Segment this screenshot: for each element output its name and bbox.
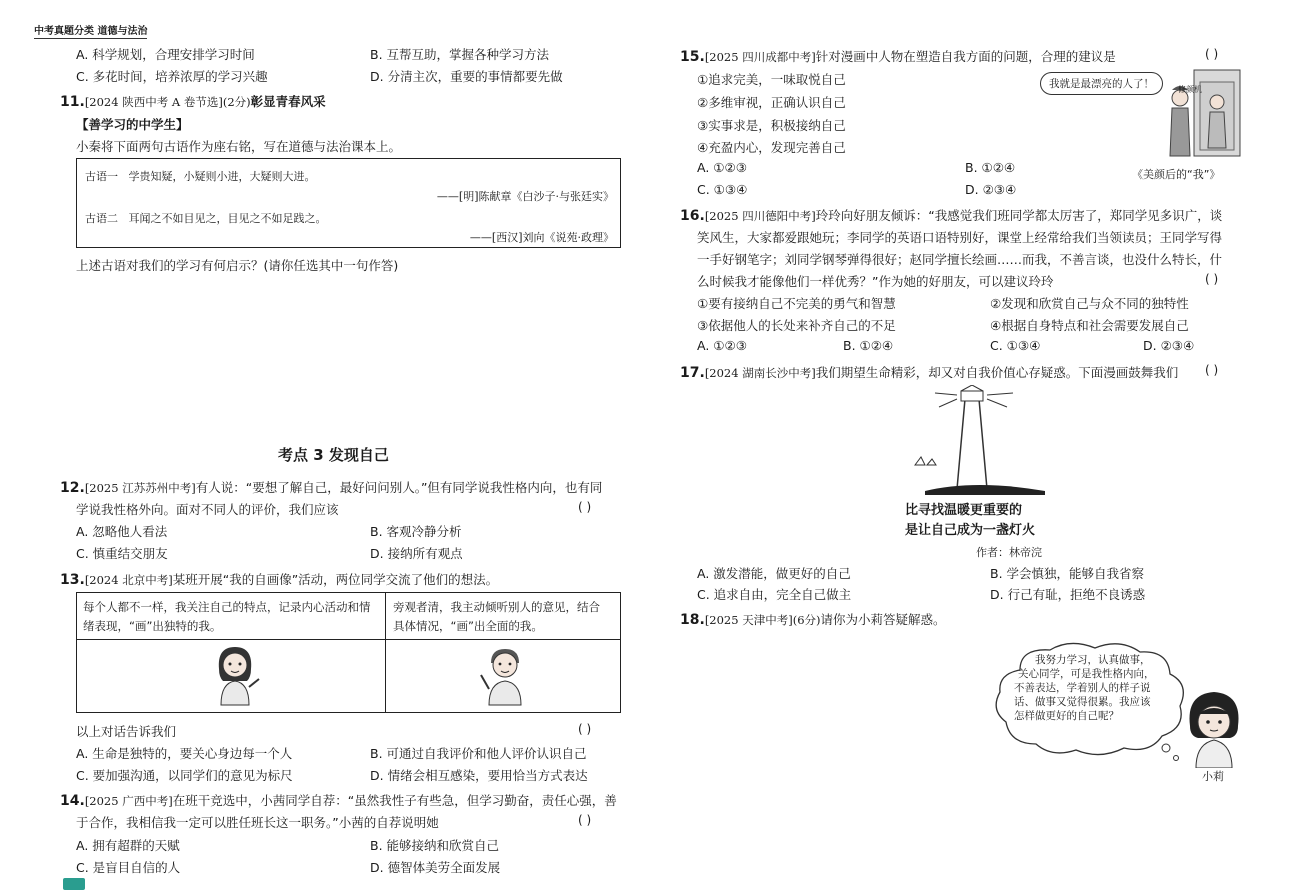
- q15-item-1: ①追求完美，一味取悦自己: [697, 72, 846, 87]
- q15-answer-paren[interactable]: ( ): [1205, 47, 1219, 61]
- lighthouse-cartoon: [895, 385, 1055, 497]
- q16-answer-paren[interactable]: ( ): [1205, 272, 1219, 286]
- q14-option-c[interactable]: C. 是盲目自信的人: [76, 860, 181, 875]
- q15-option-b[interactable]: B. ①②④: [965, 160, 1016, 175]
- cartoon-text-line1: 比寻找温暖更重要的: [905, 503, 1023, 518]
- q16-option-a[interactable]: A. ①②③: [697, 338, 747, 353]
- q15-caption: 《美颜后的“我”》: [1132, 168, 1221, 181]
- q11-source: [2024 陕西中考 A 卷节选]: [84, 95, 223, 109]
- boy-figure: [477, 645, 533, 707]
- q17-source: [2024 湖南长沙中考]: [704, 366, 816, 380]
- q15-item-4: ④充盈内心，发现完善自己: [697, 140, 846, 155]
- q11-points: (2分): [222, 95, 251, 109]
- q13-line1: [60, 570, 498, 588]
- q13-option-d[interactable]: D. 情绪会相互感染，要用恰当方式表达: [370, 768, 588, 783]
- q15-option-c[interactable]: C. ①③④: [697, 182, 748, 197]
- cloud-line2: 关心同学，可是我性格内向，: [1018, 668, 1155, 680]
- q14-answer-paren[interactable]: ( ): [578, 813, 592, 827]
- cloud-line1: 我努力学习，认真做事，: [1035, 654, 1151, 666]
- q13-option-a[interactable]: A. 生命是独特的，要关心身边每一个人: [76, 746, 293, 761]
- q16-stem1: 玲玲向好朋友倾诉：“我感觉我们班同学都太厉害了，郑同学见多识广，谈: [815, 208, 1223, 223]
- q15-option-d[interactable]: D. ②③④: [965, 182, 1017, 197]
- q15-item-2: ②多维审视，正确认识自己: [697, 95, 846, 110]
- q15-number: 15.: [680, 49, 705, 65]
- q17-number: 17.: [680, 365, 705, 381]
- q14-number: 14.: [60, 793, 85, 809]
- cloud-line3: 不善表达，学着别人的样子说: [1014, 682, 1151, 694]
- q16-item-3: ③依据他人的长处来补齐自己的不足: [697, 318, 896, 333]
- q17-option-a[interactable]: A. 激发潜能，做更好的自己: [697, 566, 851, 581]
- q13-stem: 某班开展“我的自画像”活动，两位同学交流了他们的想法。: [172, 572, 499, 587]
- q18-number: 18.: [680, 612, 705, 628]
- quote1-source: ——[明]陈献章《白沙子·与张廷实》: [436, 190, 614, 203]
- quote2: [85, 210, 327, 226]
- q17-stem: 我们期望生命精彩，却又对自我价值心存疑惑。下面漫画鼓舞我们: [815, 365, 1179, 380]
- prev-option-c: C. 多花时间，培养浓厚的学习兴趣: [76, 69, 268, 84]
- q11-title: 彰显青春风采: [250, 94, 326, 109]
- q17-option-c[interactable]: C. 追求自由，完全自己做主: [697, 587, 852, 602]
- q15-speech-bubble: 我就是最漂亮的人了！: [1040, 72, 1163, 95]
- q17-answer-paren[interactable]: ( ): [1205, 363, 1219, 377]
- q13-question: 以上对话告诉我们: [76, 724, 177, 739]
- q13-source: [2024 北京中考]: [84, 573, 173, 587]
- q15-line1: [680, 47, 1116, 65]
- q14-option-a[interactable]: A. 拥有超群的天赋: [76, 838, 180, 853]
- q12-answer-paren[interactable]: ( ): [578, 500, 592, 514]
- mirror-cartoon: [1160, 68, 1246, 158]
- q14-option-d[interactable]: D. 德智体美劳全面发展: [370, 860, 501, 875]
- q12-line1: [60, 478, 602, 496]
- q14-stem1: 在班干竞选中，小茜同学自荐：“虽然我性子有些急，但学习勤奋，责任心强，善: [172, 793, 617, 808]
- q16-number: 16.: [680, 208, 705, 224]
- cloud-line4: 话、做事又觉得很累。我应该: [1014, 696, 1151, 708]
- page-tab-marker: [63, 878, 85, 890]
- q13-option-c[interactable]: C. 要加强沟通，以同学们的意见为标尺: [76, 768, 293, 783]
- q12-option-a[interactable]: A. 忽略他人看法: [76, 524, 168, 539]
- q16-line2: 笑风生，大家都爱跟她玩；李同学的英语口语特别好，课堂上经常给我们当领读员；王同学写得: [697, 230, 1223, 245]
- quote1-text: 学贵知疑，小疑则小进，大疑则大进。: [128, 170, 316, 183]
- q16-line4: 么时候我才能像他们一样优秀？”作为她的好朋友，可以建议玲玲: [697, 274, 1054, 289]
- cloud-line5: 怎样做更好的自己呢？: [1014, 710, 1119, 722]
- q13-option-b[interactable]: B. 可通过自我评价和他人评价认识自己: [370, 746, 587, 761]
- q12-option-d[interactable]: D. 接纳所有观点: [370, 546, 463, 561]
- prev-option-b: B. 互帮互助，掌握各种学习方法: [370, 47, 550, 62]
- q13-number: 13.: [60, 572, 85, 588]
- quote2-text: 耳闻之不如目见之，目见之不如足践之。: [128, 212, 327, 225]
- girl-figure: [205, 643, 265, 707]
- q13-right-text1: 旁观者清，我主动倾听别人的意见，结合: [393, 600, 600, 614]
- q11-subtitle: 【善学习的中学生】: [76, 117, 189, 132]
- q16-item-4: ④根据自身特点和社会需要发展自己: [990, 318, 1189, 333]
- q15-item-3: ③实事求是，积极接纳自己: [697, 118, 846, 133]
- q18-stem: 请你为小莉答疑解惑。: [820, 612, 946, 627]
- q12-number: 12.: [60, 480, 85, 496]
- q12-option-c[interactable]: C. 慎重结交朋友: [76, 546, 168, 561]
- q16-source: [2025 四川德阳中考]: [704, 209, 816, 223]
- q14-line2: 于合作，我相信我一定可以胜任班长这一职务。”小茜的自荐说明她: [76, 815, 439, 830]
- q18-line1: [680, 610, 946, 628]
- prev-option-a: A. 科学规划，合理安排学习时间: [76, 47, 255, 62]
- q12-stem1: 有人说：“要想了解自己，最好问问别人。”但有同学说我性格内向，也有同: [195, 480, 603, 495]
- q17-option-d[interactable]: D. 行己有耻，拒绝不良诱惑: [990, 587, 1146, 602]
- q16-item-2: ②发现和欣赏自己与众不同的独特性: [990, 296, 1189, 311]
- q12-option-b[interactable]: B. 客观冷静分析: [370, 524, 462, 539]
- xiaoli-name: 小莉: [1202, 770, 1224, 783]
- q13-answer-paren[interactable]: ( ): [578, 722, 592, 736]
- q16-line3: 一手好钢笔字；刘同学钢琴弹得很好；赵同学擅长绘画……而我，不善言谈，也没什么特长，什: [697, 252, 1223, 267]
- quote1: [85, 168, 316, 184]
- prev-option-d: D. 分清主次，重要的事情都要先做: [370, 69, 563, 84]
- q18-points: (6分): [792, 613, 821, 627]
- cartoon-author: 作者：林帝浣: [976, 546, 1042, 559]
- q15-option-a[interactable]: A. ①②③: [697, 160, 747, 175]
- q15-stem: 针对漫画中人物在塑造自我方面的问题，合理的建议是: [815, 49, 1116, 64]
- quote2-source: ——[西汉]刘向《说苑·政理》: [469, 231, 614, 244]
- q13-table: [76, 592, 621, 713]
- q13-left-text1: 每个人都不一样，我关注自己的特点，记录内心活动和情: [83, 600, 371, 614]
- q11-header: [60, 92, 326, 110]
- cartoon-text-line2: 是让自己成为一盏灯火: [905, 523, 1036, 538]
- q17-line1: [680, 363, 1178, 381]
- q11-intro: 小秦将下面两句古语作为座右铭，写在道德与法治课本上。: [76, 139, 402, 154]
- xiaoli-figure: [1180, 688, 1250, 768]
- q11-quote-box: [76, 158, 621, 248]
- q12-source: [2025 江苏苏州中考]: [84, 481, 196, 495]
- quote2-label: 古语二: [85, 212, 118, 225]
- q17-option-b[interactable]: B. 学会慎独，能够自我省察: [990, 566, 1145, 581]
- q16-option-d[interactable]: D. ②③④: [1143, 338, 1195, 353]
- q11-question: 上述古语对我们的学习有何启示？(请你任选其中一句作答): [76, 258, 399, 273]
- q16-line1: [680, 206, 1222, 224]
- q11-number: 11.: [60, 94, 85, 110]
- q15-source: [2025 四川成都中考]: [704, 50, 816, 64]
- q16-item-1: ①要有接纳自己不完美的勇气和智慧: [697, 296, 896, 311]
- quote1-label: 古语一: [85, 170, 118, 183]
- q14-source: [2025 广西中考]: [84, 794, 173, 808]
- section-title: 考点 3 发现自己: [278, 446, 389, 464]
- q14-option-b[interactable]: B. 能够接纳和欣赏自己: [370, 838, 500, 853]
- q16-option-c[interactable]: C. ①③④: [990, 338, 1041, 353]
- q16-option-b[interactable]: B. ①②④: [843, 338, 894, 353]
- q18-source: [2025 天津中考]: [704, 613, 793, 627]
- q12-line2: 学说我性格外向。面对不同人的评价，我们应该: [76, 502, 339, 517]
- q13-left-text2: 绪表现，“画”出独特的我。: [83, 619, 222, 633]
- q14-line1: [60, 791, 617, 809]
- page-header: 中考真题分类 道德与法治: [34, 22, 147, 39]
- mirror-label: 修颜机: [1178, 85, 1202, 94]
- q13-right-text2: 具体情况，“画”出全面的我。: [393, 619, 543, 633]
